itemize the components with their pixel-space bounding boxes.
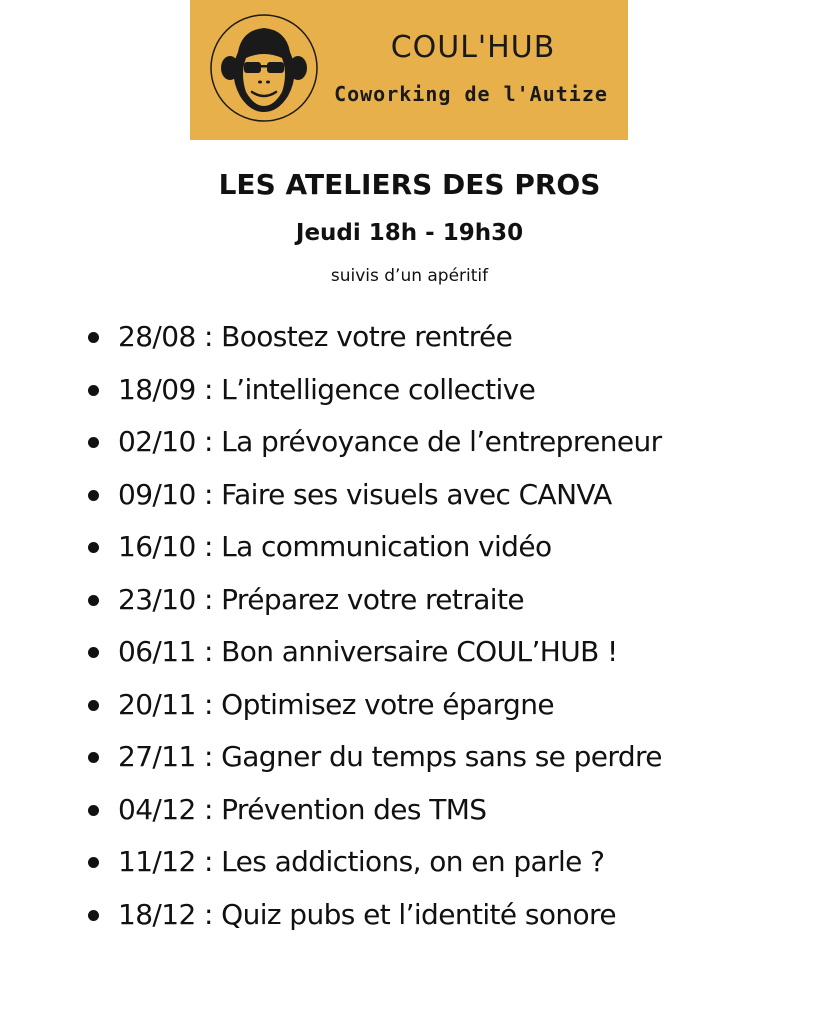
event-date: 02/10 (118, 425, 196, 458)
event-label: Préparez votre retraite (221, 582, 524, 616)
event-date: 09/10 (118, 477, 196, 511)
event-label: Boostez votre rentrée (221, 320, 513, 353)
monkey-with-glasses-icon (208, 12, 320, 124)
event-date: 20/11 (118, 687, 196, 721)
event-date: 06/11 (118, 635, 196, 668)
event-date: 18/09 (118, 372, 196, 406)
list-item: 11/12 : Les addictions, on en parle ? (88, 839, 662, 892)
list-item: 18/09 : L’intelligence collective (88, 367, 662, 420)
list-item: 18/12 : Quiz pubs et l’identité sonore (88, 892, 662, 945)
event-date: 28/08 (118, 320, 196, 353)
event-list (88, 314, 662, 944)
event-label: Gagner du temps sans se perdre (221, 740, 662, 773)
bullet-icon (88, 700, 99, 711)
bullet-icon (88, 910, 99, 921)
event-date: 27/11 (118, 740, 196, 773)
event-label: La prévoyance de l’entrepreneur (221, 425, 662, 458)
event-label: Faire ses visuels avec CANVA (221, 477, 612, 511)
bullet-icon (88, 490, 99, 501)
event-label: L’intelligence collective (221, 372, 536, 406)
event-label: Quiz pubs et l’identité sonore (221, 897, 616, 931)
event-label: Bon anniversaire COUL’HUB ! (221, 635, 618, 668)
event-date: 23/10 (118, 582, 196, 616)
bullet-icon (88, 595, 99, 606)
event-date: 11/12 (118, 845, 196, 878)
event-date: 16/10 (118, 530, 196, 563)
list-item: 06/11 : Bon anniversaire COUL’HUB ! (88, 629, 662, 682)
bullet-icon (88, 805, 99, 816)
brand-name: COUL'HUB (390, 30, 556, 65)
event-label: La communication vidéo (221, 530, 552, 563)
bullet-icon (88, 385, 99, 396)
brand-tagline: Coworking de l'Autize (334, 82, 608, 106)
bullet-icon (88, 542, 99, 553)
schedule-note: suivis d’un apéritif (330, 266, 489, 286)
bullet-icon (88, 752, 99, 763)
list-item: 23/10 : Préparez votre retraite (88, 577, 662, 630)
header-banner (190, 0, 628, 140)
list-item: 20/11 : Optimisez votre épargne (88, 682, 662, 735)
event-label: Optimisez votre épargne (221, 687, 555, 721)
page-title: LES ATELIERS DES PROS (218, 168, 601, 201)
list-item: 04/12 : Prévention des TMS (88, 787, 662, 840)
event-date: 04/12 (118, 792, 196, 826)
bullet-icon (88, 332, 99, 343)
bullet-icon (88, 857, 99, 868)
list-item: 09/10 : Faire ses visuels avec CANVA (88, 472, 662, 525)
schedule-time: Jeudi 18h - 19h30 (295, 220, 524, 246)
event-label: Prévention des TMS (221, 792, 487, 826)
list-item: 16/10 : La communication vidéo (88, 524, 662, 577)
list-item: 28/08 : Boostez votre rentrée (88, 314, 662, 367)
bullet-icon (88, 647, 99, 658)
list-item: 02/10 : La prévoyance de l’entrepreneur (88, 419, 662, 472)
bullet-icon (88, 437, 99, 448)
list-item: 27/11 : Gagner du temps sans se perdre (88, 734, 662, 787)
event-label: Les addictions, on en parle ? (221, 845, 605, 878)
event-date: 18/12 (118, 897, 196, 931)
